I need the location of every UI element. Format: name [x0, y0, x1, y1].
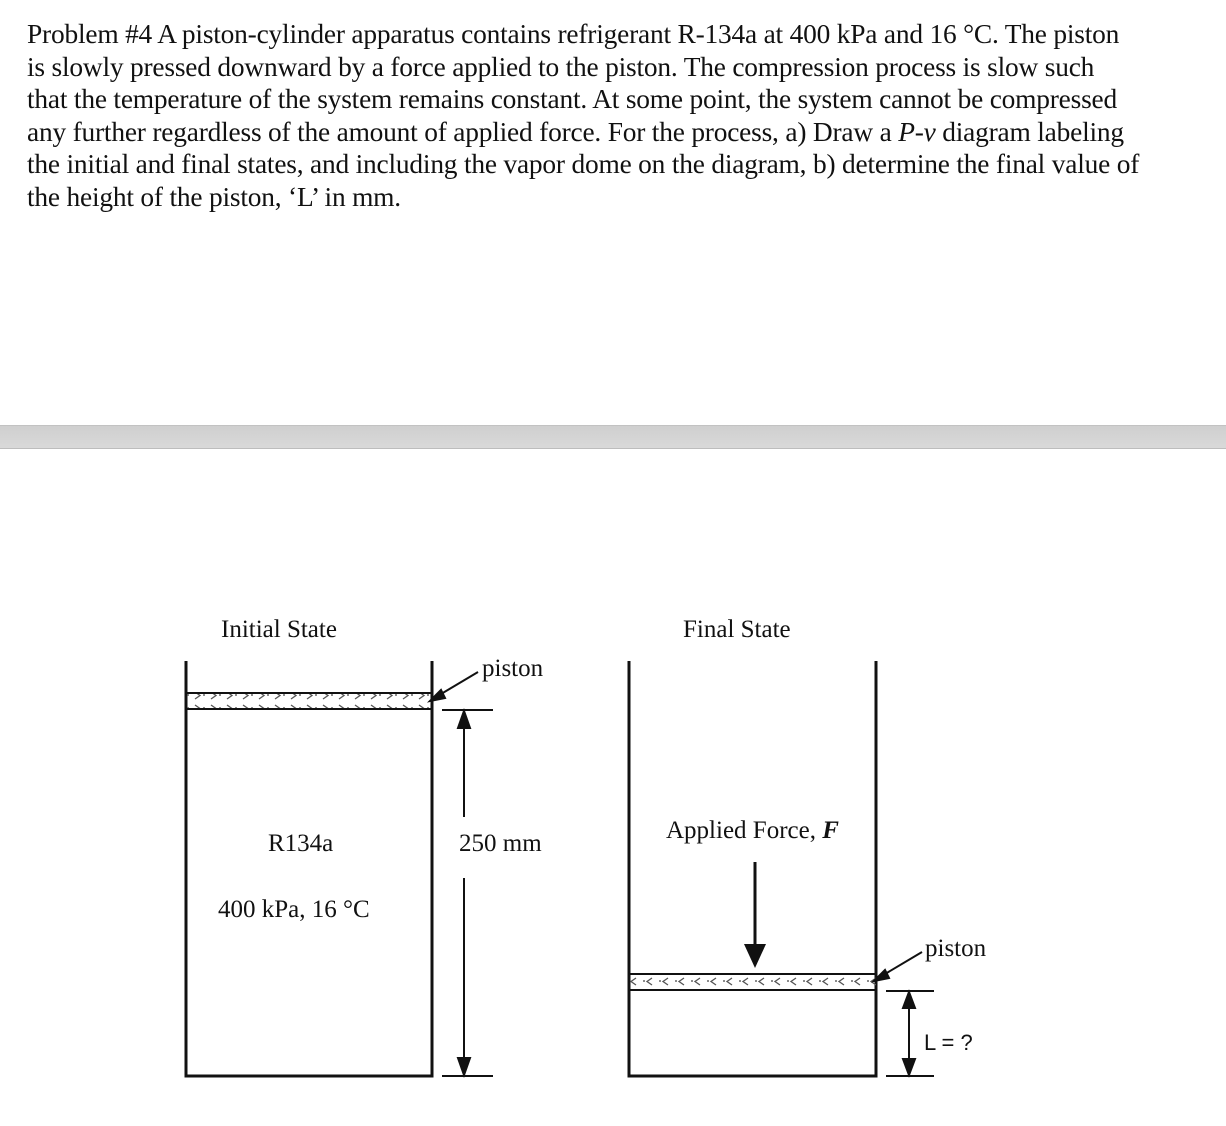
- initial-piston-label: piston: [482, 655, 544, 682]
- problem-line-1: Problem #4 A piston-cylinder apparatus contains refrigerant R-134a at 400 kPa and 16 °C. The piston: [27, 19, 1120, 49]
- final-piston-label: piston: [925, 935, 987, 962]
- final-state-title: Final State: [683, 616, 791, 643]
- initial-substance-label: R134a: [268, 830, 334, 857]
- initial-state-title: Initial State: [221, 616, 337, 643]
- problem-line-2: is slowly pressed downward by a force applied to the piston. The compression process is slow such: [27, 51, 1095, 82]
- problem-line-6: the height of the piston, ‘L’ in mm.: [27, 181, 401, 212]
- problem-line-5: the initial and final states, and including the vapor dome on the diagram, b) determine the final value of: [27, 149, 1140, 180]
- problem-line-4-end: diagram labeling: [935, 116, 1124, 147]
- initial-conditions-label: 400 kPa, 16 °C: [218, 896, 370, 923]
- final-height-label: L = ?: [924, 1030, 973, 1055]
- force-symbol: F: [822, 817, 839, 844]
- applied-force-text: Applied Force,: [666, 817, 823, 844]
- initial-cylinder: [186, 661, 432, 1076]
- pv-v-symbol: v: [923, 116, 936, 147]
- final-piston: [629, 974, 876, 990]
- applied-force-label: [666, 817, 839, 845]
- applied-force-arrow: [744, 862, 766, 968]
- final-piston-leader: [874, 952, 922, 981]
- final-cylinder: [629, 661, 876, 1076]
- pv-dash: -: [914, 116, 924, 147]
- pv-p-symbol: P: [898, 116, 915, 147]
- initial-piston: [186, 693, 432, 709]
- initial-height-label: 250 mm: [459, 830, 542, 857]
- problem-line-3: that the temperature of the system remains constant. At some point, the system cannot be compressed: [27, 84, 1118, 115]
- problem-line-4-start: any further regardless of the amount of applied force. For the process, a) Draw a: [27, 116, 899, 147]
- initial-height-dimension: [442, 710, 493, 1076]
- initial-piston-leader: [430, 672, 478, 701]
